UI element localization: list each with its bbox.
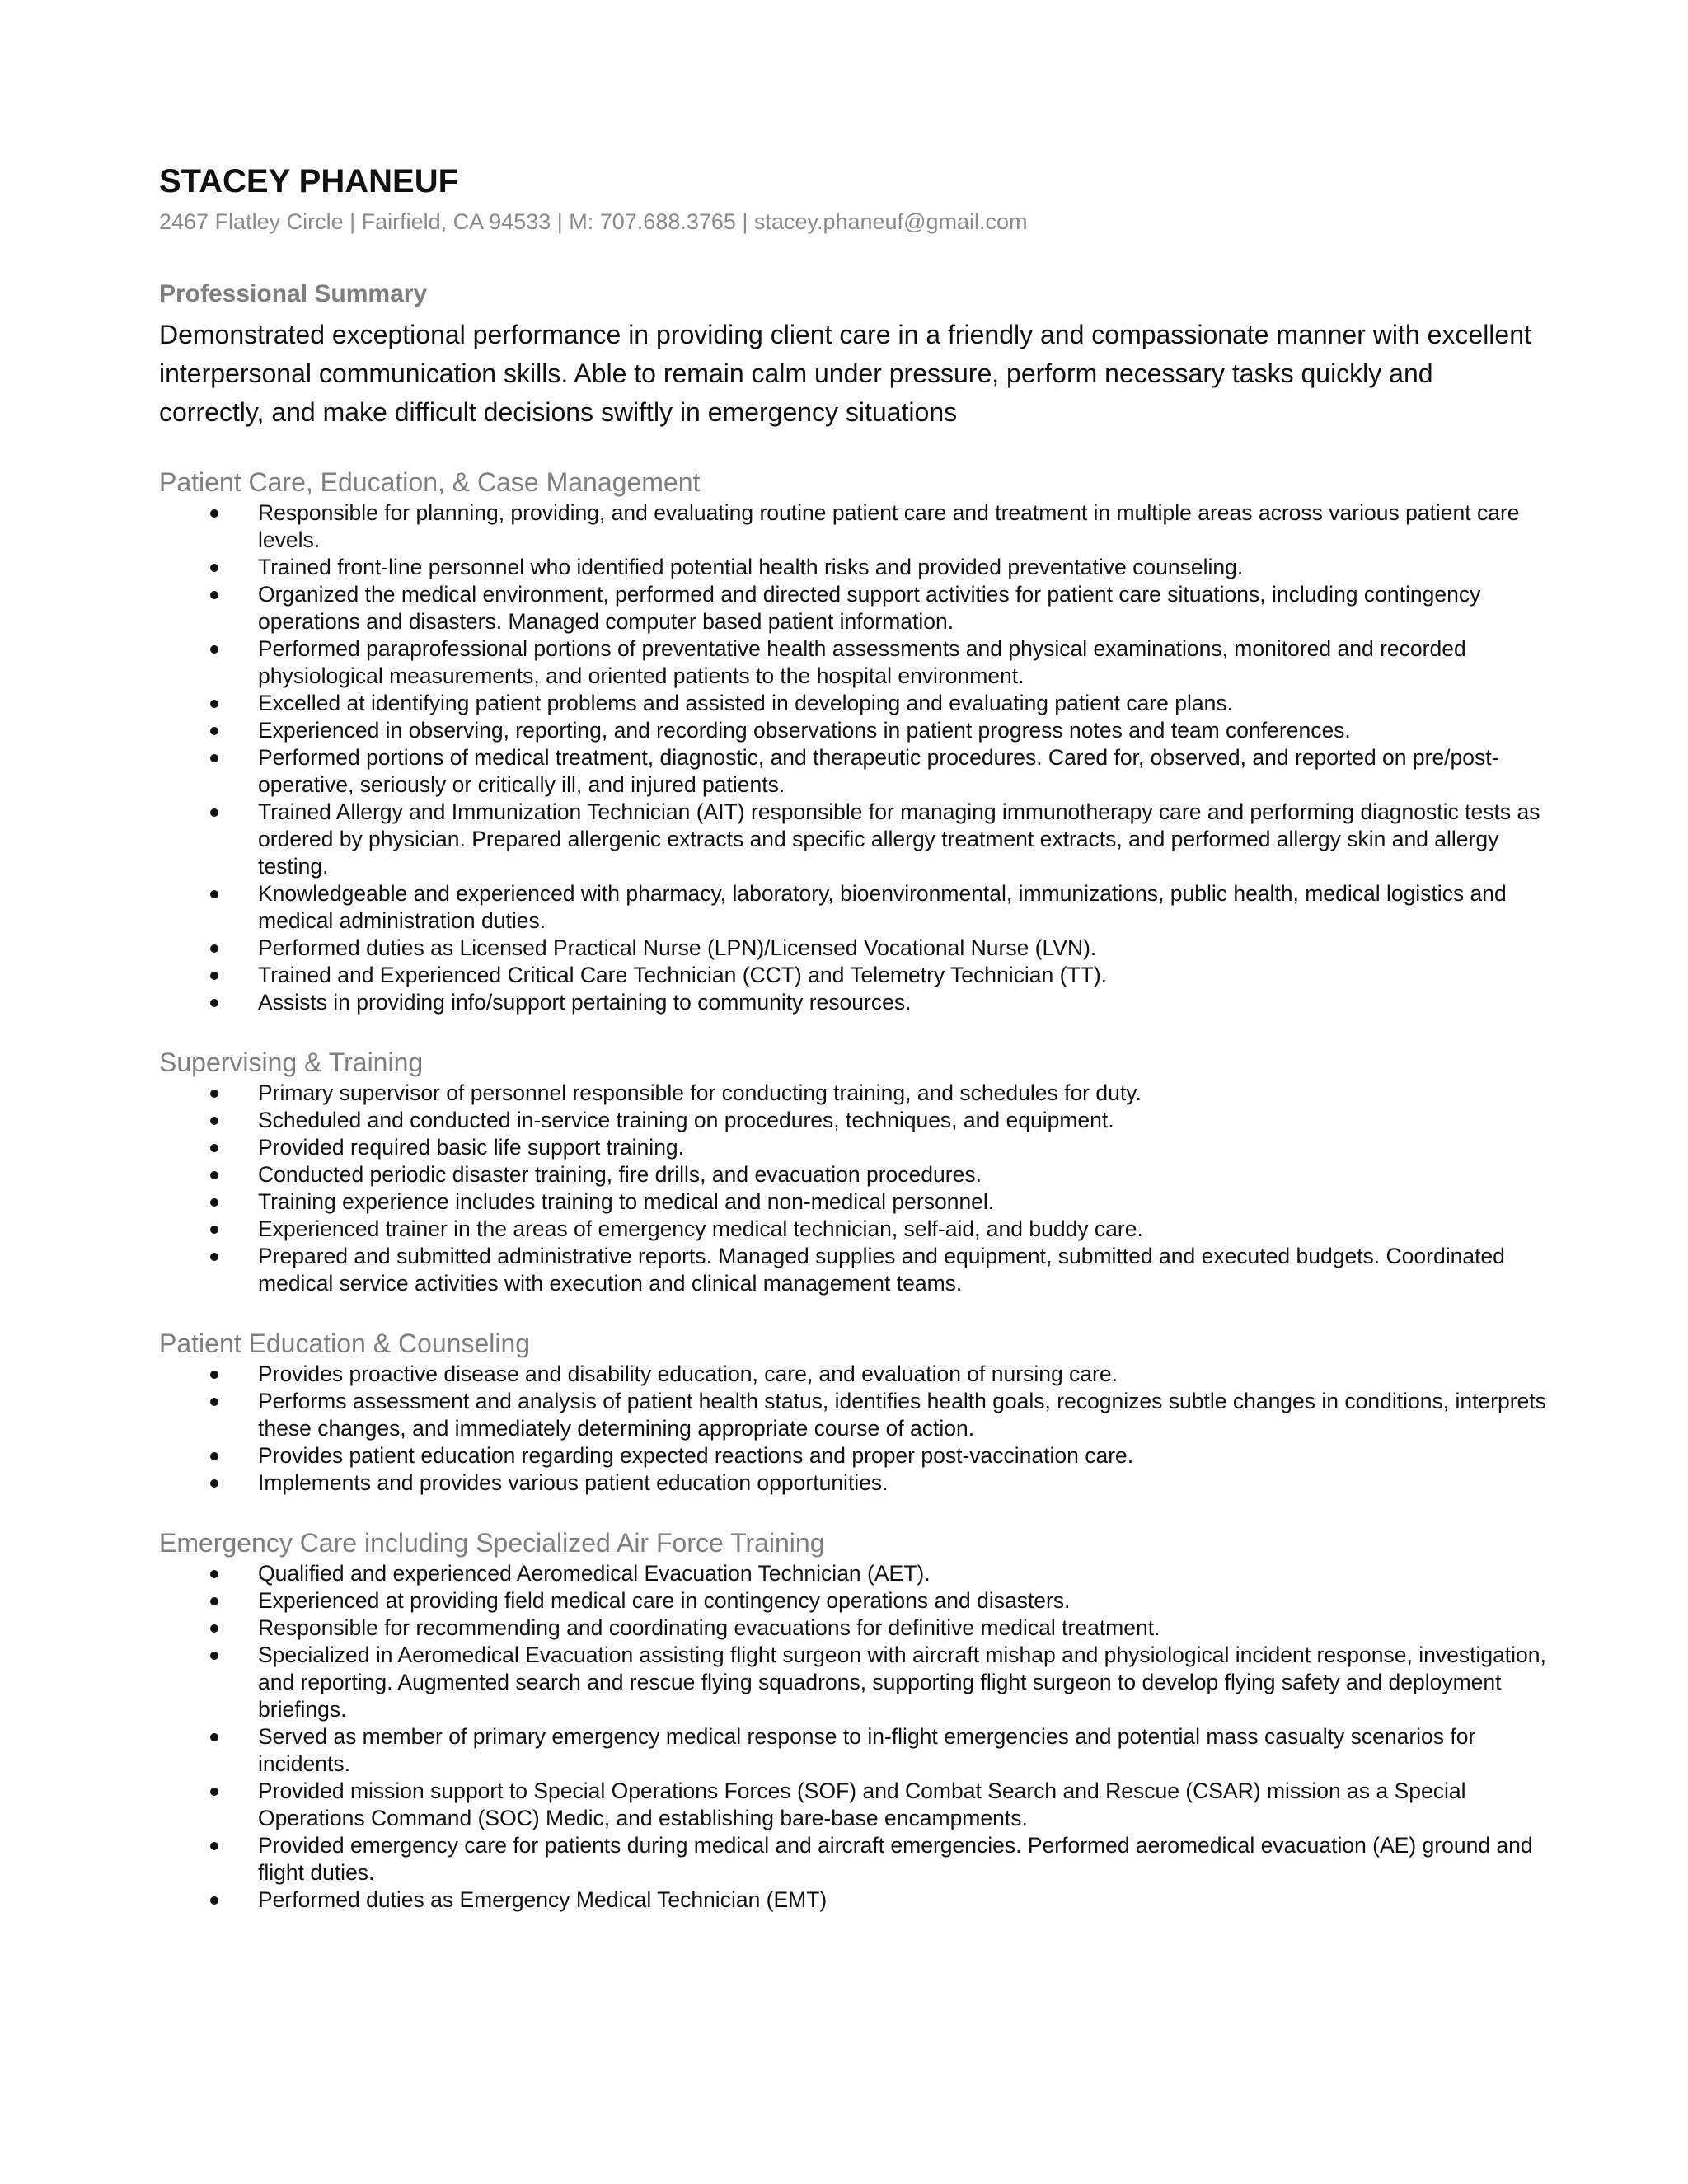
bullet-text: Scheduled and conducted in-service training on procedures, techniques, and equipment. (258, 1108, 1114, 1132)
bullet-icon (210, 999, 218, 1007)
bullet-text: Specialized in Aeromedical Evacuation assisting flight surgeon with aircraft mishap and physiological incident response, investigation, and reporting. Augmented search and rescue flying squadrons, supporting flight surgeon to develop flying safety and deployment briefings. (258, 1643, 1546, 1722)
bullet-item (159, 989, 1560, 1016)
bullet-text: Trained front-line personnel who identified potential health risks and provided preventative counseling. (258, 555, 1244, 579)
bullet-text: Experienced at providing field medical care in contingency operations and disasters. (258, 1588, 1071, 1613)
bullet-text: Training experience includes training to medical and non-medical personnel. (258, 1189, 995, 1214)
bullet-icon (210, 1198, 218, 1207)
bullet-text: Excelled at identifying patient problems and assisted in developing and evaluating patient care plans. (258, 691, 1233, 715)
bullet-text: Primary supervisor of personnel responsible for conducting training, and schedules for duty. (258, 1080, 1142, 1105)
bullet-item (159, 1723, 1560, 1778)
bullet-text: Performs assessment and analysis of patient health status, identifies health goals, recognizes subtle changes in conditions, interprets these changes, and immediately determining appropriate course of action. (258, 1389, 1546, 1441)
bullet-icon (210, 890, 218, 898)
bullet-item (159, 499, 1560, 554)
bullet-text: Prepared and submitted administrative reports. Managed supplies and equipment, submitted and executed budgets. Coordinated medical service activities with execution and clinical management teams. (258, 1244, 1505, 1296)
bullet-icon (210, 564, 218, 572)
bullet-text: Provided mission support to Special Operations Forces (SOF) and Combat Search and Rescue (CSAR) mission as a Special Operations Command (SOC) Medic, and establishing bare-base encampments. (258, 1779, 1466, 1830)
bullet-icon (210, 1253, 218, 1261)
bullet-icon (210, 1171, 218, 1179)
bullet-icon (210, 727, 218, 735)
bullet-text: Provided required basic life support training. (258, 1135, 685, 1160)
bullet-item (159, 935, 1560, 962)
bullet-icon (210, 1144, 218, 1152)
bullet-icon (210, 1117, 218, 1125)
bullet-item (159, 1361, 1560, 1388)
candidate-name: STACEY PHANEUF (159, 163, 459, 199)
bullet-text: Organized the medical environment, performed and directed support activities for patient care situations, including contingency operations and disasters. Managed computer based patient information. (258, 582, 1481, 634)
bullet-item (159, 1188, 1560, 1216)
bullet-item (159, 1216, 1560, 1243)
bullet-text: Implements and provides various patient education opportunities. (258, 1470, 889, 1495)
bullet-icon (210, 972, 218, 980)
summary-text: Demonstrated exceptional performance in providing client care in a friendly and compassionate manner with excellent interpersonal communication skills. Able to remain calm under pressure, perform necessary tasks quickly and correctly, and make difficult decisions swiftly in emergency situations (159, 320, 1531, 427)
bullet-text: Responsible for recommending and coordinating evacuations for definitive medical treatment. (258, 1615, 1160, 1640)
summary-heading: Professional Summary (159, 280, 428, 307)
bullet-item (159, 690, 1560, 717)
bullet-icon (210, 944, 218, 953)
bullet-icon (210, 1452, 218, 1460)
bullet-icon (210, 1624, 218, 1633)
bullet-icon (210, 700, 218, 708)
bullet-text: Served as member of primary emergency medical response to in-flight emergencies and potential mass casualty scenarios for incidents. (258, 1724, 1476, 1776)
bullet-text: Knowledgeable and experienced with pharmacy, laboratory, bioenvironmental, immunizations, public health, medical logistics and medical administration duties. (258, 881, 1507, 933)
section-heading: Supervising & Training (159, 1047, 424, 1077)
bullet-item (159, 1442, 1560, 1469)
bullet-item (159, 1134, 1560, 1161)
section-patient-care (159, 465, 1564, 1016)
section-supervising-training (159, 1045, 1564, 1297)
bullet-text: Performed paraprofessional portions of preventative health assessments and physical examinations, monitored and recorded physiological measurements, and oriented patients to the hospital environment. (258, 636, 1466, 688)
bullet-icon (210, 754, 218, 762)
bullet-list (159, 1560, 1564, 1914)
bullet-text: Performed duties as Licensed Practical Nurse (LPN)/Licensed Vocational Nurse (LVN). (258, 935, 1097, 960)
bullet-icon (210, 591, 218, 599)
bullet-icon (210, 808, 218, 817)
bullet-icon (210, 645, 218, 654)
bullet-icon (210, 1479, 218, 1488)
bullet-item (159, 1832, 1560, 1886)
bullet-item (159, 1388, 1560, 1442)
bullet-icon (210, 1226, 218, 1234)
bullet-item (159, 554, 1560, 581)
contact-info: 2467 Flatley Circle | Fairfield, CA 94533 | M: 707.688.3765 | stacey.phaneuf@gmail.com (159, 209, 1028, 234)
bullet-item (159, 1107, 1560, 1134)
bullet-icon (210, 1652, 218, 1660)
bullet-text: Responsible for planning, providing, and evaluating routine patient care and treatment in multiple areas across various patient care levels. (258, 500, 1520, 552)
bullet-icon (210, 1371, 218, 1379)
section-patient-education (159, 1326, 1564, 1497)
bullet-text: Conducted periodic disaster training, fire drills, and evacuation procedures. (258, 1162, 982, 1187)
section-heading: Patient Education & Counseling (159, 1329, 531, 1358)
bullet-icon (210, 1090, 218, 1098)
bullet-icon (210, 1788, 218, 1796)
bullet-list (159, 1080, 1564, 1297)
section-heading: Emergency Care including Specialized Air Force Training (159, 1528, 825, 1558)
bullet-item (159, 717, 1560, 744)
bullet-icon (210, 509, 218, 518)
bullet-text: Provides patient education regarding expected reactions and proper post-vaccination care. (258, 1443, 1134, 1468)
bullet-item (159, 1243, 1560, 1297)
bullet-icon (210, 1597, 218, 1605)
bullet-text: Performed duties as Emergency Medical Technician (EMT) (258, 1887, 828, 1912)
bullet-text: Experienced trainer in the areas of emergency medical technician, self-aid, and buddy care. (258, 1216, 1143, 1241)
section-emergency-care (159, 1526, 1564, 1914)
bullet-item (159, 1642, 1560, 1723)
bullet-item (159, 1161, 1560, 1188)
bullet-list (159, 499, 1564, 1016)
bullet-text: Experienced in observing, reporting, and recording observations in patient progress notes and team conferences. (258, 718, 1351, 743)
bullet-text: Trained Allergy and Immunization Technician (AIT) responsible for managing immunotherapy care and performing diagnostic tests as ordered by physician. Prepared allergenic extracts and specific allergy treatment extracts, and performed allergy skin and allergy testing. (258, 799, 1540, 879)
bullet-item (159, 581, 1560, 635)
bullet-item (159, 1615, 1560, 1642)
bullet-list (159, 1361, 1564, 1497)
bullet-text: Provides proactive disease and disability education, care, and evaluation of nursing care. (258, 1361, 1118, 1386)
bullet-item (159, 962, 1560, 989)
section-heading: Patient Care, Education, & Case Management (159, 467, 701, 497)
bullet-text: Provided emergency care for patients during medical and aircraft emergencies. Performed aeromedical evacuation (AE) ground and flight duties. (258, 1833, 1533, 1885)
bullet-item (159, 635, 1560, 690)
bullet-text: Assists in providing info/support pertaining to community resources. (258, 990, 912, 1015)
bullet-text: Qualified and experienced Aeromedical Evacuation Technician (AET). (258, 1561, 931, 1586)
bullet-item (159, 1080, 1560, 1107)
bullet-text: Performed portions of medical treatment, diagnostic, and therapeutic procedures. Cared for, observed, and reported on pre/post-operative, seriously or critically ill, and injured patients. (258, 745, 1499, 797)
bullet-item (159, 799, 1560, 880)
bullet-item (159, 880, 1560, 935)
bullet-item (159, 1560, 1560, 1587)
bullet-icon (210, 1398, 218, 1406)
bullet-item (159, 1886, 1560, 1914)
bullet-icon (210, 1733, 218, 1741)
bullet-icon (210, 1896, 218, 1905)
bullet-item (159, 1778, 1560, 1832)
bullet-item (159, 1469, 1560, 1497)
bullet-icon (210, 1570, 218, 1578)
bullet-item (159, 1587, 1560, 1615)
bullet-text: Trained and Experienced Critical Care Technician (CCT) and Telemetry Technician (TT). (258, 963, 1108, 987)
bullet-item (159, 744, 1560, 799)
bullet-icon (210, 1842, 218, 1850)
